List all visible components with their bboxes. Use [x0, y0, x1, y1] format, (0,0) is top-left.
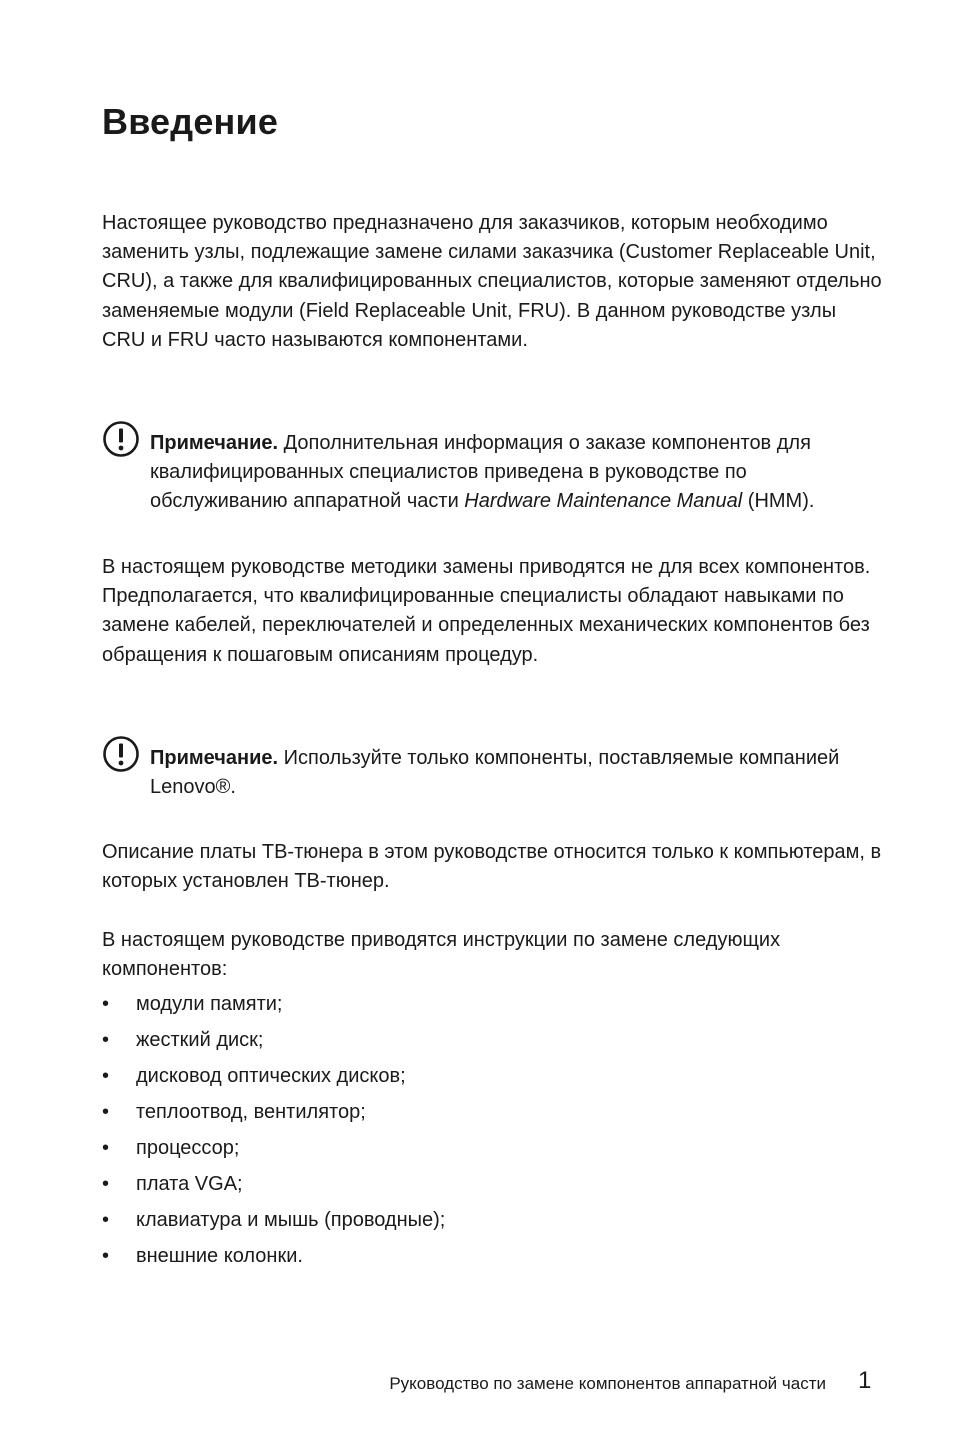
note-body: Используйте только компоненты, поставляемые компанией Lenovo®. [150, 747, 840, 799]
list-item [102, 1134, 862, 1170]
bullet-icon: • [102, 993, 110, 1015]
methods-paragraph: В настоящем руководстве методики замены приводятся не для всех компонентов. Предполагается, что квалифицированные специалисты обладают навыками по замене кабелей, переключателей и определенных механических компонентов без обращения к пошаговым описаниям процедур. [102, 556, 871, 666]
bullet-icon: • [102, 1245, 110, 1267]
bullet-icon: • [102, 1029, 110, 1051]
list-item-label: дисковод оптических дисков; [136, 1065, 406, 1087]
list-item [102, 1170, 862, 1206]
tv-tuner-paragraph: Описание платы ТВ-тюнера в этом руководстве относится только к компьютерам, в которых установлен ТВ-тюнер. [102, 841, 882, 893]
bullet-icon: • [102, 1065, 110, 1087]
list-item-label: теплоотвод, вентилятор; [136, 1101, 366, 1123]
note-body-end: (HMM). [742, 490, 815, 513]
exclamation-circle-icon [102, 735, 140, 773]
page-number: 1 [858, 1367, 872, 1394]
exclamation-circle-icon [102, 420, 140, 458]
list-item-label: модули памяти; [136, 993, 283, 1015]
list-item [102, 990, 862, 1026]
running-footer-title: Руководство по замене компонентов аппаратной части [389, 1374, 826, 1393]
list-item [102, 1206, 862, 1242]
note-label: Примечание. [150, 747, 279, 769]
page-title: Введение [102, 101, 279, 142]
note-label: Примечание. [150, 432, 279, 454]
list-item-label: процессор; [136, 1137, 240, 1159]
components-intro-paragraph: В настоящем руководстве приводятся инструкции по замене следующих компонентов: [102, 929, 781, 981]
list-item-label: внешние колонки. [136, 1245, 303, 1267]
list-item [102, 1242, 862, 1278]
list-item-label: клавиатура и мышь (проводные); [136, 1209, 446, 1231]
bullet-icon: • [102, 1173, 110, 1195]
bullet-icon: • [102, 1101, 110, 1123]
bullet-icon: • [102, 1137, 110, 1159]
note-block-hmm [102, 420, 882, 517]
list-item [102, 1098, 862, 1134]
note-block-lenovo [102, 735, 882, 802]
list-item-label: плата VGA; [136, 1173, 243, 1195]
manual-title-emphasis: Hardware Maintenance Manual [464, 490, 743, 513]
list-item [102, 1062, 862, 1098]
note-body-start: Дополнительная информация о заказе компонентов для квалифицированных специалистов приведена в руководстве по обслуживанию аппаратной части [150, 432, 811, 513]
bullet-icon: • [102, 1209, 110, 1231]
list-item [102, 1026, 862, 1062]
note-text [150, 420, 882, 517]
list-item-label: жесткий диск; [136, 1029, 264, 1051]
components-list [102, 990, 862, 1278]
intro-paragraph: Настоящее руководство предназначено для заказчиков, которым необходимо заменить узлы, подлежащие замене силами заказчика (Customer Replaceable Unit, CRU), а также для квалифицированных специалистов, которые заменяют отдельно заменяемые модули (Field Replaceable Unit, FRU). В данном руководстве узлы CRU и FRU часто называются компонентами. [102, 212, 882, 351]
note-text [150, 735, 882, 802]
